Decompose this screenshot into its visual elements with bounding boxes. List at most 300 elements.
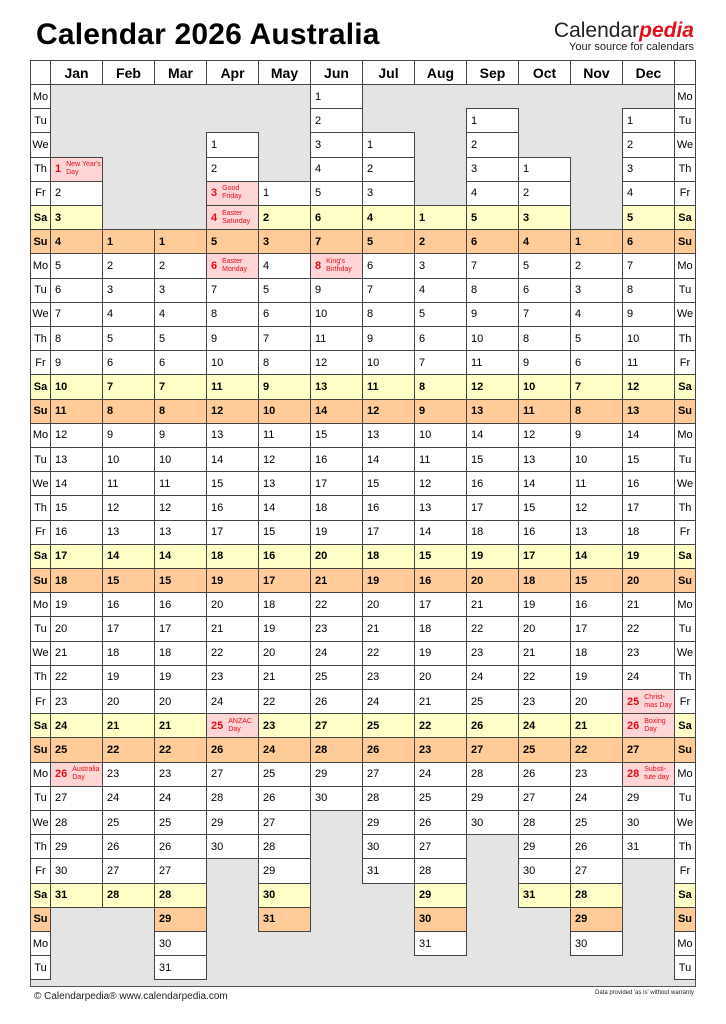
day-cell: 25 xyxy=(414,786,467,811)
day-number: 25 xyxy=(211,719,224,732)
day-cell: 1 xyxy=(518,157,571,182)
weekday-label: Mo xyxy=(674,423,696,448)
day-cell: 15 xyxy=(50,495,103,520)
day-cell: 5 xyxy=(414,302,467,327)
weekday-label: We xyxy=(674,302,696,327)
day-cell: 17 xyxy=(154,616,207,641)
day-cell: 12 xyxy=(414,471,467,496)
day-cell: 22 xyxy=(258,689,311,714)
month-header-mar: Mar xyxy=(154,60,207,85)
day-cell: 2 xyxy=(570,253,623,278)
day-cell: 7 xyxy=(518,302,571,327)
day-cell: 10 xyxy=(362,350,415,375)
day-cell: 15 xyxy=(414,544,467,569)
weekday-label: We xyxy=(30,132,51,157)
day-cell: 25 xyxy=(154,810,207,835)
day-cell: 8 xyxy=(570,399,623,424)
day-cell: 2 xyxy=(622,132,675,157)
day-cell: 2 xyxy=(154,253,207,278)
weekday-label: Fr xyxy=(30,520,51,545)
day-cell: 11 xyxy=(50,399,103,424)
holiday-name: ANZAC Day xyxy=(228,717,252,733)
day-cell: 4 xyxy=(622,181,675,206)
day-number: 4 xyxy=(211,211,218,224)
day-cell: 5 xyxy=(50,253,103,278)
weekday-label: Th xyxy=(674,326,696,351)
day-cell: 23 xyxy=(466,641,519,666)
day-cell: 29 xyxy=(258,858,311,883)
weekday-label: Tu xyxy=(30,955,51,980)
day-cell: 9 xyxy=(206,326,259,351)
day-cell: 13 xyxy=(50,447,103,472)
day-cell: 18 xyxy=(154,641,207,666)
weekday-label: Fr xyxy=(674,350,696,375)
day-cell: 23 xyxy=(362,665,415,690)
day-cell: 27 xyxy=(154,858,207,883)
day-cell: 14 xyxy=(258,495,311,520)
day-cell: 19 xyxy=(206,568,259,593)
day-cell: 25 xyxy=(570,810,623,835)
day-cell: 31 xyxy=(50,883,103,908)
weekday-label: Fr xyxy=(674,181,696,206)
day-cell: 21 xyxy=(258,665,311,690)
day-cell: 30 xyxy=(50,858,103,883)
day-cell: 17 xyxy=(518,544,571,569)
day-cell: 21 xyxy=(310,568,363,593)
day-cell: 30 xyxy=(362,834,415,859)
weekday-label: Su xyxy=(674,568,696,593)
weekday-label: Fr xyxy=(674,520,696,545)
day-cell: 22 xyxy=(466,616,519,641)
day-cell: 18 xyxy=(414,616,467,641)
day-cell: 3 xyxy=(310,132,363,157)
day-cell: 7 xyxy=(414,350,467,375)
day-cell: 30 xyxy=(154,931,207,956)
weekday-label: Su xyxy=(30,737,51,762)
day-cell: 5 xyxy=(622,205,675,230)
day-cell: 15 xyxy=(570,568,623,593)
day-cell: 10 xyxy=(310,302,363,327)
holiday-cell xyxy=(50,157,103,182)
day-number: 25 xyxy=(627,695,640,708)
day-cell: 10 xyxy=(414,423,467,448)
day-cell: 24 xyxy=(622,665,675,690)
day-cell: 26 xyxy=(310,689,363,714)
day-cell: 7 xyxy=(622,253,675,278)
day-cell: 16 xyxy=(622,471,675,496)
day-cell: 23 xyxy=(518,689,571,714)
day-cell: 18 xyxy=(310,495,363,520)
day-cell: 10 xyxy=(622,326,675,351)
day-cell: 14 xyxy=(466,423,519,448)
day-cell: 15 xyxy=(310,423,363,448)
day-cell: 20 xyxy=(518,616,571,641)
day-cell: 27 xyxy=(466,737,519,762)
day-cell: 31 xyxy=(518,883,571,908)
day-cell: 14 xyxy=(570,544,623,569)
weekday-label: We xyxy=(674,810,696,835)
weekday-label: We xyxy=(30,810,51,835)
weekday-label: Mo xyxy=(674,84,696,109)
day-cell: 24 xyxy=(310,641,363,666)
day-cell: 3 xyxy=(414,253,467,278)
weekday-label: Tu xyxy=(674,786,696,811)
weekday-label: Th xyxy=(674,665,696,690)
day-cell: 13 xyxy=(570,520,623,545)
day-cell: 8 xyxy=(258,350,311,375)
holiday-name: Easter Saturday xyxy=(222,209,251,225)
day-cell: 12 xyxy=(570,495,623,520)
day-cell: 24 xyxy=(102,786,155,811)
day-cell: 4 xyxy=(102,302,155,327)
day-cell: 18 xyxy=(622,520,675,545)
day-cell: 20 xyxy=(258,641,311,666)
day-cell: 26 xyxy=(154,834,207,859)
day-cell: 6 xyxy=(102,350,155,375)
day-cell: 15 xyxy=(206,471,259,496)
day-cell: 17 xyxy=(310,471,363,496)
day-cell: 2 xyxy=(466,132,519,157)
holiday-cell xyxy=(622,689,675,714)
day-cell: 29 xyxy=(154,907,207,932)
day-cell: 18 xyxy=(206,544,259,569)
weekday-label: Fr xyxy=(30,181,51,206)
day-cell: 3 xyxy=(570,278,623,303)
day-cell: 11 xyxy=(102,471,155,496)
day-cell: 15 xyxy=(466,447,519,472)
holiday-name: New Year's Day xyxy=(66,161,101,177)
day-cell: 28 xyxy=(466,762,519,787)
day-cell: 10 xyxy=(466,326,519,351)
weekday-label: Su xyxy=(674,229,696,254)
day-cell: 17 xyxy=(362,520,415,545)
day-cell: 9 xyxy=(154,423,207,448)
day-cell: 29 xyxy=(206,810,259,835)
day-cell: 5 xyxy=(362,229,415,254)
day-cell: 11 xyxy=(310,326,363,351)
day-cell: 27 xyxy=(258,810,311,835)
day-cell: 24 xyxy=(206,689,259,714)
day-number: 28 xyxy=(627,768,640,781)
day-cell: 6 xyxy=(518,278,571,303)
day-cell: 24 xyxy=(154,786,207,811)
day-cell: 9 xyxy=(258,374,311,399)
day-cell: 1 xyxy=(466,108,519,133)
day-cell: 17 xyxy=(206,520,259,545)
day-cell: 9 xyxy=(102,423,155,448)
day-cell: 17 xyxy=(414,592,467,617)
weekday-label: Sa xyxy=(674,374,696,399)
day-cell: 11 xyxy=(518,399,571,424)
day-cell: 2 xyxy=(414,229,467,254)
brand-tagline: Your source for calendars xyxy=(569,41,694,53)
day-cell: 15 xyxy=(258,520,311,545)
day-cell: 28 xyxy=(50,810,103,835)
day-cell: 23 xyxy=(102,762,155,787)
day-cell: 4 xyxy=(50,229,103,254)
day-cell: 7 xyxy=(102,374,155,399)
day-cell: 13 xyxy=(154,520,207,545)
day-cell: 18 xyxy=(258,592,311,617)
day-cell: 27 xyxy=(622,737,675,762)
day-cell: 26 xyxy=(570,834,623,859)
day-cell: 22 xyxy=(570,737,623,762)
day-cell: 5 xyxy=(310,181,363,206)
holiday-name: Christ-mas Day xyxy=(644,693,672,709)
day-cell: 9 xyxy=(310,278,363,303)
day-cell: 20 xyxy=(50,616,103,641)
day-cell: 23 xyxy=(310,616,363,641)
day-cell: 12 xyxy=(102,495,155,520)
weekday-label: Th xyxy=(30,495,51,520)
holiday-cell xyxy=(206,713,259,738)
weekday-label: Sa xyxy=(30,883,51,908)
weekday-label: Th xyxy=(674,495,696,520)
brand-logo xyxy=(554,20,694,53)
day-cell: 15 xyxy=(102,568,155,593)
calendar-grid xyxy=(30,60,696,987)
day-cell: 15 xyxy=(518,495,571,520)
day-cell: 22 xyxy=(154,737,207,762)
day-cell: 19 xyxy=(310,520,363,545)
day-cell: 2 xyxy=(258,205,311,230)
day-cell: 5 xyxy=(154,326,207,351)
weekday-label: We xyxy=(674,132,696,157)
day-cell: 8 xyxy=(206,302,259,327)
day-cell: 30 xyxy=(310,786,363,811)
day-cell: 11 xyxy=(622,350,675,375)
day-cell: 24 xyxy=(570,786,623,811)
day-cell: 4 xyxy=(310,157,363,182)
day-cell: 27 xyxy=(362,762,415,787)
day-cell: 28 xyxy=(570,883,623,908)
day-cell: 21 xyxy=(154,713,207,738)
weekday-label: Mo xyxy=(30,762,51,787)
day-cell: 20 xyxy=(570,689,623,714)
day-cell: 25 xyxy=(362,713,415,738)
day-cell: 7 xyxy=(466,253,519,278)
day-cell: 10 xyxy=(570,447,623,472)
day-cell: 2 xyxy=(102,253,155,278)
day-cell: 21 xyxy=(414,689,467,714)
day-cell: 18 xyxy=(50,568,103,593)
weekday-label: Su xyxy=(674,737,696,762)
day-cell: 25 xyxy=(518,737,571,762)
weekday-label: We xyxy=(30,302,51,327)
day-cell: 6 xyxy=(154,350,207,375)
month-header-may: May xyxy=(258,60,311,85)
day-cell: 6 xyxy=(466,229,519,254)
weekday-label: Su xyxy=(674,907,696,932)
day-cell: 9 xyxy=(362,326,415,351)
day-cell: 31 xyxy=(362,858,415,883)
day-cell: 5 xyxy=(466,205,519,230)
weekday-label: Th xyxy=(30,326,51,351)
day-cell: 19 xyxy=(362,568,415,593)
day-cell: 25 xyxy=(258,762,311,787)
day-cell: 5 xyxy=(258,278,311,303)
month-header-feb: Feb xyxy=(102,60,155,85)
day-number: 26 xyxy=(55,768,68,781)
holiday-cell xyxy=(310,253,363,278)
day-cell: 9 xyxy=(50,350,103,375)
day-cell: 18 xyxy=(570,641,623,666)
day-cell: 12 xyxy=(50,423,103,448)
day-cell: 1 xyxy=(622,108,675,133)
day-cell: 15 xyxy=(622,447,675,472)
month-header-jan: Jan xyxy=(50,60,103,85)
day-cell: 28 xyxy=(310,737,363,762)
weekday-label: We xyxy=(30,641,51,666)
day-cell: 18 xyxy=(362,544,415,569)
day-cell: 29 xyxy=(622,786,675,811)
day-cell: 2 xyxy=(50,181,103,206)
day-cell: 22 xyxy=(622,616,675,641)
day-cell: 3 xyxy=(258,229,311,254)
day-cell: 28 xyxy=(154,883,207,908)
day-cell: 6 xyxy=(414,326,467,351)
day-cell: 13 xyxy=(362,423,415,448)
day-cell: 22 xyxy=(362,641,415,666)
day-number: 3 xyxy=(211,187,218,200)
weekday-label: Mo xyxy=(30,84,51,109)
day-cell: 27 xyxy=(570,858,623,883)
day-number: 6 xyxy=(211,259,218,272)
day-cell: 23 xyxy=(570,762,623,787)
day-cell: 20 xyxy=(466,568,519,593)
weekday-label: Mo xyxy=(30,253,51,278)
day-cell: 11 xyxy=(466,350,519,375)
day-cell: 30 xyxy=(518,858,571,883)
weekday-label: Th xyxy=(674,157,696,182)
day-cell: 14 xyxy=(310,399,363,424)
day-cell: 14 xyxy=(362,447,415,472)
day-cell: 21 xyxy=(466,592,519,617)
day-cell: 6 xyxy=(570,350,623,375)
day-cell: 4 xyxy=(362,205,415,230)
header-corner-right xyxy=(674,60,696,85)
day-cell: 22 xyxy=(50,665,103,690)
weekday-label: Sa xyxy=(674,883,696,908)
day-cell: 27 xyxy=(414,834,467,859)
weekday-label: Th xyxy=(30,834,51,859)
day-cell: 1 xyxy=(414,205,467,230)
day-cell: 4 xyxy=(518,229,571,254)
day-cell: 1 xyxy=(102,229,155,254)
weekday-label: Sa xyxy=(674,713,696,738)
day-cell: 22 xyxy=(206,641,259,666)
day-cell: 21 xyxy=(518,641,571,666)
day-cell: 1 xyxy=(206,132,259,157)
day-cell: 20 xyxy=(362,592,415,617)
day-cell: 25 xyxy=(310,665,363,690)
day-cell: 30 xyxy=(622,810,675,835)
day-cell: 11 xyxy=(258,423,311,448)
day-cell: 8 xyxy=(622,278,675,303)
day-cell: 3 xyxy=(154,278,207,303)
weekday-label: Tu xyxy=(674,108,696,133)
brand-name-accent: pedia xyxy=(639,19,694,42)
weekday-label: Tu xyxy=(674,278,696,303)
day-cell: 27 xyxy=(206,762,259,787)
weekday-label: Th xyxy=(30,665,51,690)
day-cell: 10 xyxy=(206,350,259,375)
day-cell: 6 xyxy=(258,302,311,327)
month-header-jul: Jul xyxy=(362,60,415,85)
day-cell: 14 xyxy=(154,544,207,569)
day-cell: 24 xyxy=(50,713,103,738)
day-cell: 16 xyxy=(466,471,519,496)
day-cell: 21 xyxy=(206,616,259,641)
weekday-label: Su xyxy=(30,399,51,424)
day-cell: 29 xyxy=(310,762,363,787)
day-cell: 21 xyxy=(50,641,103,666)
header-corner-left xyxy=(30,60,51,85)
weekday-label: Su xyxy=(674,399,696,424)
day-cell: 16 xyxy=(310,447,363,472)
day-cell: 3 xyxy=(102,278,155,303)
day-cell: 4 xyxy=(466,181,519,206)
day-cell: 3 xyxy=(622,157,675,182)
day-cell: 11 xyxy=(362,374,415,399)
day-cell: 17 xyxy=(102,616,155,641)
day-cell: 31 xyxy=(622,834,675,859)
day-cell: 9 xyxy=(414,399,467,424)
day-cell: 9 xyxy=(570,423,623,448)
holiday-name: Substi-tute day xyxy=(644,766,670,782)
day-cell: 6 xyxy=(362,253,415,278)
day-cell: 16 xyxy=(154,592,207,617)
weekday-label: Mo xyxy=(674,762,696,787)
day-cell: 2 xyxy=(362,157,415,182)
weekday-label: Tu xyxy=(674,955,696,980)
day-cell: 26 xyxy=(258,786,311,811)
day-cell: 6 xyxy=(50,278,103,303)
day-cell: 7 xyxy=(258,326,311,351)
month-header-jun: Jun xyxy=(310,60,363,85)
day-cell: 8 xyxy=(154,399,207,424)
day-cell: 23 xyxy=(414,737,467,762)
holiday-cell xyxy=(206,205,259,230)
day-cell: 31 xyxy=(414,931,467,956)
day-cell: 23 xyxy=(50,689,103,714)
day-cell: 7 xyxy=(206,278,259,303)
weekday-label: Su xyxy=(30,229,51,254)
day-cell: 30 xyxy=(258,883,311,908)
day-cell: 3 xyxy=(50,205,103,230)
day-cell: 1 xyxy=(310,84,363,109)
day-cell: 25 xyxy=(50,737,103,762)
day-cell: 10 xyxy=(50,374,103,399)
day-cell: 17 xyxy=(50,544,103,569)
day-cell: 20 xyxy=(414,665,467,690)
day-cell: 2 xyxy=(206,157,259,182)
day-cell: 17 xyxy=(570,616,623,641)
day-cell: 19 xyxy=(414,641,467,666)
weekday-label: We xyxy=(674,641,696,666)
day-cell: 13 xyxy=(414,495,467,520)
day-cell: 11 xyxy=(154,471,207,496)
day-cell: 16 xyxy=(518,520,571,545)
day-cell: 26 xyxy=(518,762,571,787)
day-cell: 18 xyxy=(466,520,519,545)
day-cell: 21 xyxy=(102,713,155,738)
day-cell: 28 xyxy=(414,858,467,883)
page-title: Calendar 2026 Australia xyxy=(36,18,380,51)
day-number: 26 xyxy=(627,719,640,732)
day-cell: 15 xyxy=(154,568,207,593)
day-cell: 25 xyxy=(102,810,155,835)
